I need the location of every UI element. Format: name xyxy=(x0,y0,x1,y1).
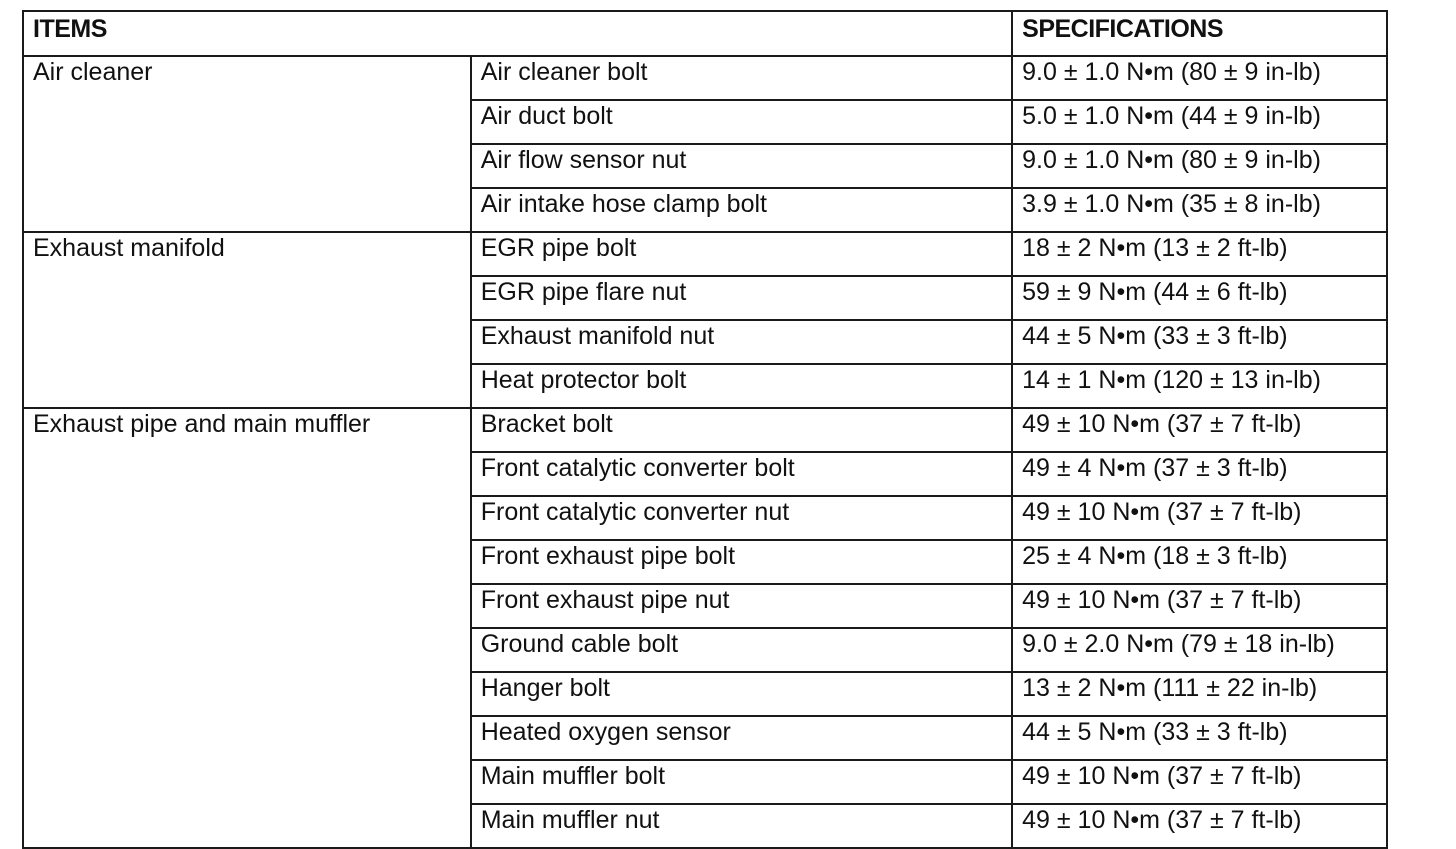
item-cell: Main muffler bolt xyxy=(471,760,1012,804)
item-cell: Front catalytic converter nut xyxy=(471,496,1012,540)
specification-cell: 14 ± 1 N•m (120 ± 13 in-lb) xyxy=(1012,364,1387,408)
specification-cell: 44 ± 5 N•m (33 ± 3 ft-lb) xyxy=(1012,716,1387,760)
specification-cell: 18 ± 2 N•m (13 ± 2 ft-lb) xyxy=(1012,232,1387,276)
torque-specifications-table xyxy=(22,10,1388,849)
specification-cell: 9.0 ± 2.0 N•m (79 ± 18 in-lb) xyxy=(1012,628,1387,672)
item-cell: Air duct bolt xyxy=(471,100,1012,144)
specification-cell: 9.0 ± 1.0 N•m (80 ± 9 in-lb) xyxy=(1012,56,1387,100)
item-cell: Air intake hose clamp bolt xyxy=(471,188,1012,232)
item-cell: Bracket bolt xyxy=(471,408,1012,452)
specification-cell: 49 ± 4 N•m (37 ± 3 ft-lb) xyxy=(1012,452,1387,496)
item-cell: Heat protector bolt xyxy=(471,364,1012,408)
specification-cell: 49 ± 10 N•m (37 ± 7 ft-lb) xyxy=(1012,804,1387,848)
specifications-column-header: SPECIFICATIONS xyxy=(1012,11,1387,56)
specification-cell: 9.0 ± 1.0 N•m (80 ± 9 in-lb) xyxy=(1012,144,1387,188)
specification-cell: 44 ± 5 N•m (33 ± 3 ft-lb) xyxy=(1012,320,1387,364)
table-row xyxy=(23,56,1387,100)
specification-cell: 25 ± 4 N•m (18 ± 3 ft-lb) xyxy=(1012,540,1387,584)
item-cell: Main muffler nut xyxy=(471,804,1012,848)
specification-cell: 5.0 ± 1.0 N•m (44 ± 9 in-lb) xyxy=(1012,100,1387,144)
specification-cell: 49 ± 10 N•m (37 ± 7 ft-lb) xyxy=(1012,760,1387,804)
item-cell: EGR pipe flare nut xyxy=(471,276,1012,320)
item-cell: Front exhaust pipe nut xyxy=(471,584,1012,628)
item-cell: Air flow sensor nut xyxy=(471,144,1012,188)
group-name-cell: Exhaust manifold xyxy=(23,232,471,408)
item-cell: Front catalytic converter bolt xyxy=(471,452,1012,496)
item-cell: Front exhaust pipe bolt xyxy=(471,540,1012,584)
item-cell: Heated oxygen sensor xyxy=(471,716,1012,760)
item-cell: Air cleaner bolt xyxy=(471,56,1012,100)
table-row xyxy=(23,408,1387,452)
header-row xyxy=(23,11,1387,56)
group-name-cell: Air cleaner xyxy=(23,56,471,232)
item-cell: Hanger bolt xyxy=(471,672,1012,716)
table-row xyxy=(23,232,1387,276)
specification-cell: 13 ± 2 N•m (111 ± 22 in-lb) xyxy=(1012,672,1387,716)
specification-cell: 49 ± 10 N•m (37 ± 7 ft-lb) xyxy=(1012,408,1387,452)
items-column-header: ITEMS xyxy=(23,11,1012,56)
specification-cell: 3.9 ± 1.0 N•m (35 ± 8 in-lb) xyxy=(1012,188,1387,232)
specification-cell: 49 ± 10 N•m (37 ± 7 ft-lb) xyxy=(1012,584,1387,628)
specification-cell: 59 ± 9 N•m (44 ± 6 ft-lb) xyxy=(1012,276,1387,320)
item-cell: Exhaust manifold nut xyxy=(471,320,1012,364)
table-header xyxy=(23,11,1387,56)
item-cell: EGR pipe bolt xyxy=(471,232,1012,276)
group-name-cell: Exhaust pipe and main muffler xyxy=(23,408,471,848)
table-body xyxy=(23,56,1387,848)
item-cell: Ground cable bolt xyxy=(471,628,1012,672)
specification-cell: 49 ± 10 N•m (37 ± 7 ft-lb) xyxy=(1012,496,1387,540)
